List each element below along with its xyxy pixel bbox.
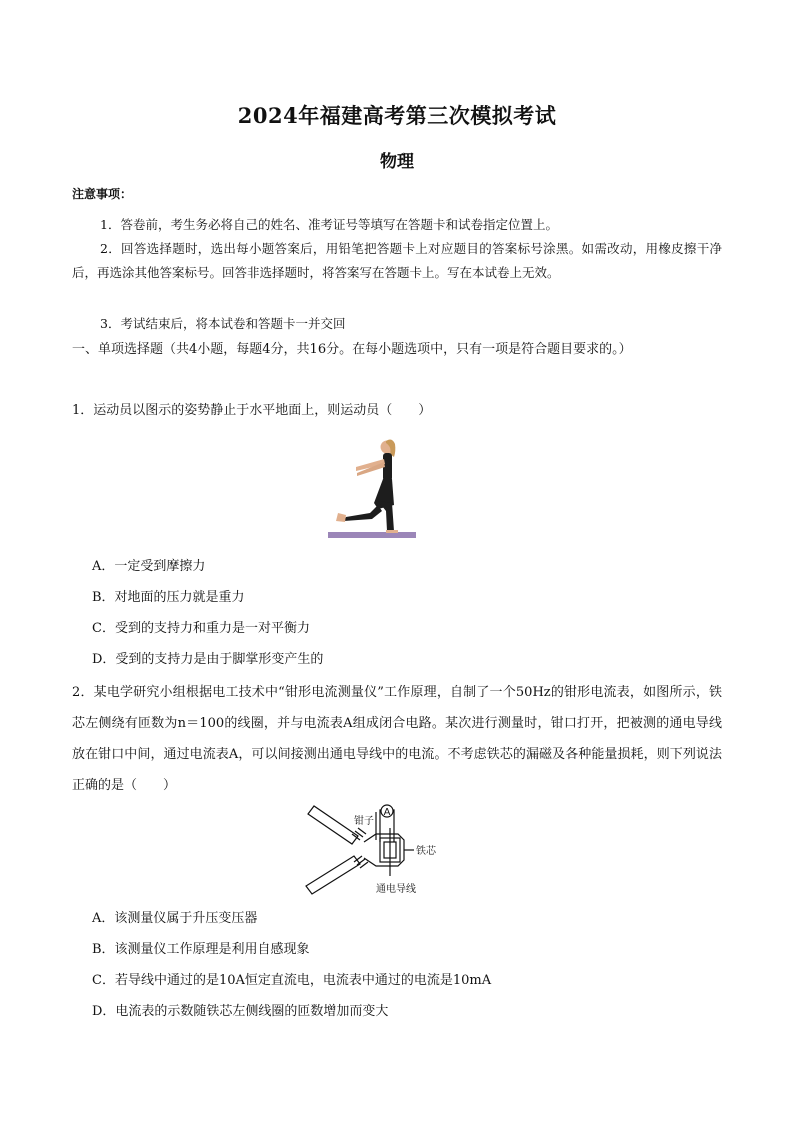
upper-handle xyxy=(308,806,358,844)
question-2-option-c: C．若导线中通过的是10A恒定直流电，电流表中通过的电流是10mA xyxy=(92,973,492,988)
exam-title: 2024年福建高考第三次模拟考试 xyxy=(237,103,557,128)
note-item-2: 2．回答选择题时，选出每小题答案后，用铅笔把答题卡上对应题目的答案标号涂黑。如需改动，用橡皮擦干净后，再选涂其他答案标号。回答非选择题时，将答案写在答题卡上。写在本试卷上无效。 xyxy=(72,241,722,280)
athlete-pose-figure xyxy=(326,433,418,541)
section-heading: 一、单项选择题（共4小题，每题4分，共16分。在每小题选项中，只有一项是符合题目要求的。） xyxy=(72,342,632,357)
note-item-3: 3．考试结束后，将本试卷和答题卡一并交回 xyxy=(100,316,346,331)
question-2-option-d: D．电流表的示数随铁芯左侧线圈的匝数增加而变大 xyxy=(92,1004,389,1019)
core-label: 铁芯 xyxy=(416,846,436,857)
question-1-stem: 1．运动员以图示的姿势静止于水平地面上，则运动员（ ） xyxy=(72,403,432,418)
clamp-label: 钳子 xyxy=(354,816,374,827)
notes-heading: 注意事项： xyxy=(72,187,133,201)
lower-handle xyxy=(306,856,360,894)
question-2-option-b: B．该测量仪工作原理是利用自感现象 xyxy=(92,942,310,957)
wire-label: 通电导线 xyxy=(376,884,416,895)
ammeter-label: A xyxy=(383,807,391,818)
clamp-meter-figure xyxy=(300,800,460,900)
note-item-1: 1．答卷前，考生务必将自己的姓名、准考证号等填写在答题卡和试卷指定位置上。 xyxy=(100,217,558,232)
athlete-icon xyxy=(336,440,398,533)
question-2-stem: 2．某电学研究小组根据电工技术中“钳形电流测量仪”工作原理，自制了一个50Hz的钳形电流表，如图所示，铁芯左侧绕有匝数为n＝100的线圈，并与电流表A组成闭合电路。某次进行测量时，钳口打开，把被测的通电导线放在钳口中间，通过电流表A，可以间接测出通电导线中的电流。不考虑铁芯的漏磁及各种能量损耗，则下列说法正确的是（ ） xyxy=(72,685,722,793)
question-1-option-c: C．受到的支持力和重力是一对平衡力 xyxy=(92,621,310,636)
subject-title: 物理 xyxy=(380,152,414,172)
question-2-option-a: A．该测量仪属于升压变压器 xyxy=(92,911,258,926)
question-1-option-d: D．受到的支持力是由于脚掌形变产生的 xyxy=(92,652,324,667)
question-1-option-a: A．一定受到摩擦力 xyxy=(92,559,206,574)
question-1-option-b: B．对地面的压力就是重力 xyxy=(92,590,245,605)
yoga-mat xyxy=(328,532,416,538)
